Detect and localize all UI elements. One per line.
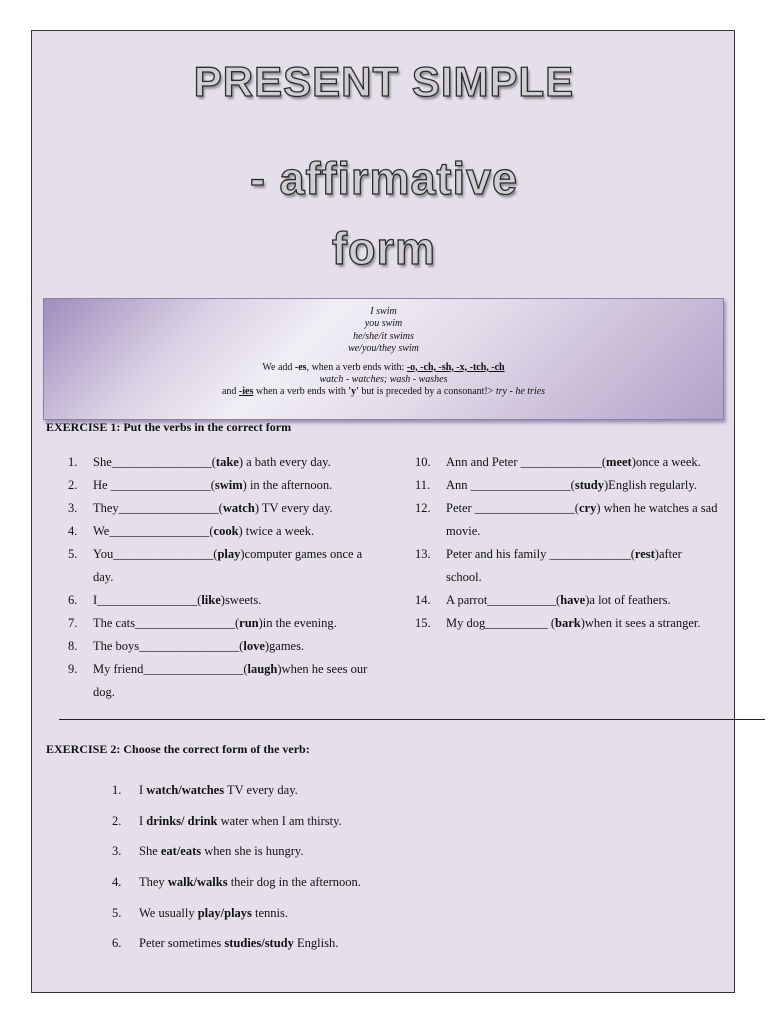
item-number: 5. [112, 905, 122, 920]
item-verb: like [201, 593, 221, 607]
exercise-1-item [68, 635, 368, 658]
separator-line-long [153, 719, 765, 720]
item-before: I [139, 783, 147, 797]
item-before: She________________( [93, 455, 216, 469]
item-text [93, 497, 368, 520]
item-verb: take [215, 455, 239, 469]
item-number: 1. [68, 455, 78, 469]
item-number: 8. [68, 639, 78, 653]
exercise-1-item [68, 520, 368, 543]
item-after: )when he sees our dog. [93, 662, 368, 699]
exercise-1-item [68, 474, 368, 497]
title-line-2: - affirmative [249, 153, 519, 204]
item-after: ) when he watches a sad movie. [446, 501, 718, 538]
separator-line-short [59, 719, 153, 720]
exercise-2-list [112, 783, 612, 967]
ies-rule [44, 386, 723, 398]
item-number: 9. [68, 662, 78, 676]
item-text [446, 474, 720, 497]
item-verb: rest [634, 547, 655, 561]
item-before: We usually [139, 905, 198, 920]
item-verb: swim [214, 478, 243, 492]
item-number: 13. [415, 547, 431, 561]
ies-example: try - he tries [495, 386, 546, 398]
item-text [446, 589, 720, 612]
item-after: ) twice a week. [238, 524, 315, 538]
item-choice: studies/study [224, 936, 294, 951]
item-number: 2. [112, 813, 122, 828]
item-after: their dog in the afternoon. [227, 875, 361, 890]
item-text [93, 474, 368, 497]
conjugation-line: we/you/they swim [348, 343, 419, 355]
item-number: 3. [68, 501, 78, 515]
ies-letter: 'y' [348, 386, 359, 398]
exercise-1-item [415, 451, 720, 474]
item-before: The cats________________( [93, 616, 240, 630]
item-verb: play [217, 547, 241, 561]
item-after: when she is hungry. [201, 844, 304, 859]
item-before: They________________( [93, 501, 223, 515]
item-number: 4. [68, 524, 78, 538]
item-verb: meet [606, 455, 632, 469]
exercise-1-title: EXERCISE 1: Put the verbs in the correct form [46, 420, 292, 434]
item-text [139, 875, 612, 890]
item-number: 15. [415, 616, 431, 630]
exercise-1-item [415, 612, 720, 635]
exercise-1-item [415, 474, 720, 497]
item-text [139, 936, 612, 951]
exercise-1-item [415, 543, 720, 589]
item-before: Ann and Peter _____________( [446, 455, 607, 469]
item-after: )after school. [446, 547, 682, 584]
item-verb: cry [578, 501, 597, 515]
item-text [139, 814, 612, 829]
item-verb: bark [555, 616, 581, 630]
item-before: He ________________( [93, 478, 215, 492]
item-after: )once a week. [631, 455, 701, 469]
item-number: 5. [68, 547, 78, 561]
es-ending: -es [294, 361, 307, 373]
item-before: You________________( [93, 547, 218, 561]
exercise-1-item [68, 451, 368, 474]
item-text [93, 451, 368, 474]
item-choice: walk/walks [167, 875, 228, 890]
item-number: 1. [112, 783, 122, 797]
exercise-2-item [112, 783, 612, 814]
item-text [139, 906, 612, 921]
item-after: )a lot of feathers. [585, 593, 671, 607]
item-text [93, 543, 368, 589]
item-choice: play/plays [197, 905, 252, 920]
item-choice: watch/watches [146, 783, 225, 797]
exercise-1-item [415, 589, 720, 612]
exercise-1-item [68, 589, 368, 612]
item-before: We________________( [93, 524, 214, 538]
item-after: ) TV every day. [254, 501, 333, 515]
es-rule [44, 362, 723, 374]
item-before: Peter sometimes [139, 936, 225, 951]
exercise-1-item [68, 612, 368, 635]
exercise-1-left-column [68, 451, 368, 704]
item-before: The boys________________( [93, 639, 244, 653]
item-verb: watch [222, 501, 255, 515]
item-number: 12. [415, 501, 431, 515]
exercise-1-item [68, 497, 368, 520]
item-choice: eat/eats [160, 844, 202, 859]
ies-rest: but is preceded by a consonant!> [358, 386, 496, 398]
conjugation-line: you swim [364, 318, 403, 330]
item-text [93, 520, 368, 543]
item-text [446, 543, 720, 589]
item-after: )computer games once a day. [93, 547, 363, 584]
grammar-box [43, 298, 724, 420]
item-number: 2. [68, 478, 78, 492]
title-line-3: form [332, 223, 436, 274]
item-number: 10. [415, 455, 431, 469]
exercise-2-item [112, 875, 612, 906]
item-number: 7. [68, 616, 78, 630]
item-before: Peter ________________( [446, 501, 579, 515]
item-text [446, 612, 720, 635]
ies-prefix: and [221, 386, 239, 398]
conjugation-line: he/she/it swims [353, 330, 414, 342]
exercise-2-item [112, 906, 612, 937]
item-before: A parrot___________( [446, 593, 561, 607]
item-text [93, 589, 368, 612]
item-text [139, 783, 612, 798]
es-endings: -o, -ch, -sh, -x, -tch, -ch [406, 361, 505, 373]
item-before: Ann ________________( [446, 478, 575, 492]
item-after: water when I am thirsty. [217, 813, 342, 828]
es-rule-mid: , when a verb ends with: [306, 361, 407, 373]
exercise-2-title: EXERCISE 2: Choose the correct form of the verb: [46, 742, 310, 756]
item-number: 3. [112, 844, 122, 859]
worksheet-page [31, 30, 735, 993]
item-before: I________________( [93, 593, 202, 607]
item-after: )sweets. [220, 593, 262, 607]
item-before: I [139, 813, 147, 828]
item-before: They [139, 875, 168, 890]
es-rule-prefix: We add [262, 361, 295, 373]
item-choice: drinks/ drink [146, 813, 218, 828]
item-after: tennis. [251, 905, 289, 920]
exercise-1-item [68, 543, 368, 589]
item-after: )in the evening. [258, 616, 337, 630]
item-after: )games. [264, 639, 305, 653]
conjugation-line: I swim [370, 306, 397, 317]
exercise-1-item [68, 658, 368, 704]
item-before: Peter and his family _____________( [446, 547, 635, 561]
item-verb: study [574, 478, 605, 492]
item-after: TV every day. [224, 783, 298, 797]
item-after: )when it sees a stranger. [580, 616, 701, 630]
item-verb: have [560, 593, 586, 607]
item-number: 11. [415, 478, 431, 492]
item-text [93, 612, 368, 635]
ies-ending: -ies [238, 386, 254, 398]
item-verb: love [243, 639, 265, 653]
item-before: My friend________________( [93, 662, 248, 676]
item-text [93, 658, 368, 704]
exercise-2-item [112, 814, 612, 845]
item-after: ) a bath every day. [238, 455, 331, 469]
title-line-1: PRESENT SIMPLE [193, 58, 575, 105]
item-verb: cook [213, 524, 239, 538]
ies-mid: when a verb ends with [253, 386, 349, 398]
item-verb: laugh [247, 662, 278, 676]
item-after: ) in the afternoon. [242, 478, 333, 492]
item-before: My dog__________ ( [446, 616, 556, 630]
item-text [139, 844, 612, 859]
item-text [93, 635, 368, 658]
item-number: 6. [112, 936, 122, 951]
item-text [446, 451, 720, 474]
item-number: 14. [415, 593, 431, 607]
exercise-1-right-column [415, 451, 720, 635]
item-number: 6. [68, 593, 78, 607]
item-number: 4. [112, 875, 122, 890]
es-example: watch - watches; wash - washes [319, 374, 448, 386]
exercise-2-item [112, 844, 612, 875]
exercise-2-item [112, 936, 612, 967]
item-after: English. [293, 936, 339, 951]
exercise-1-item [415, 497, 720, 543]
item-after: )English regularly. [604, 478, 697, 492]
item-verb: run [239, 616, 259, 630]
item-before: She [139, 844, 161, 859]
item-text [446, 497, 720, 543]
